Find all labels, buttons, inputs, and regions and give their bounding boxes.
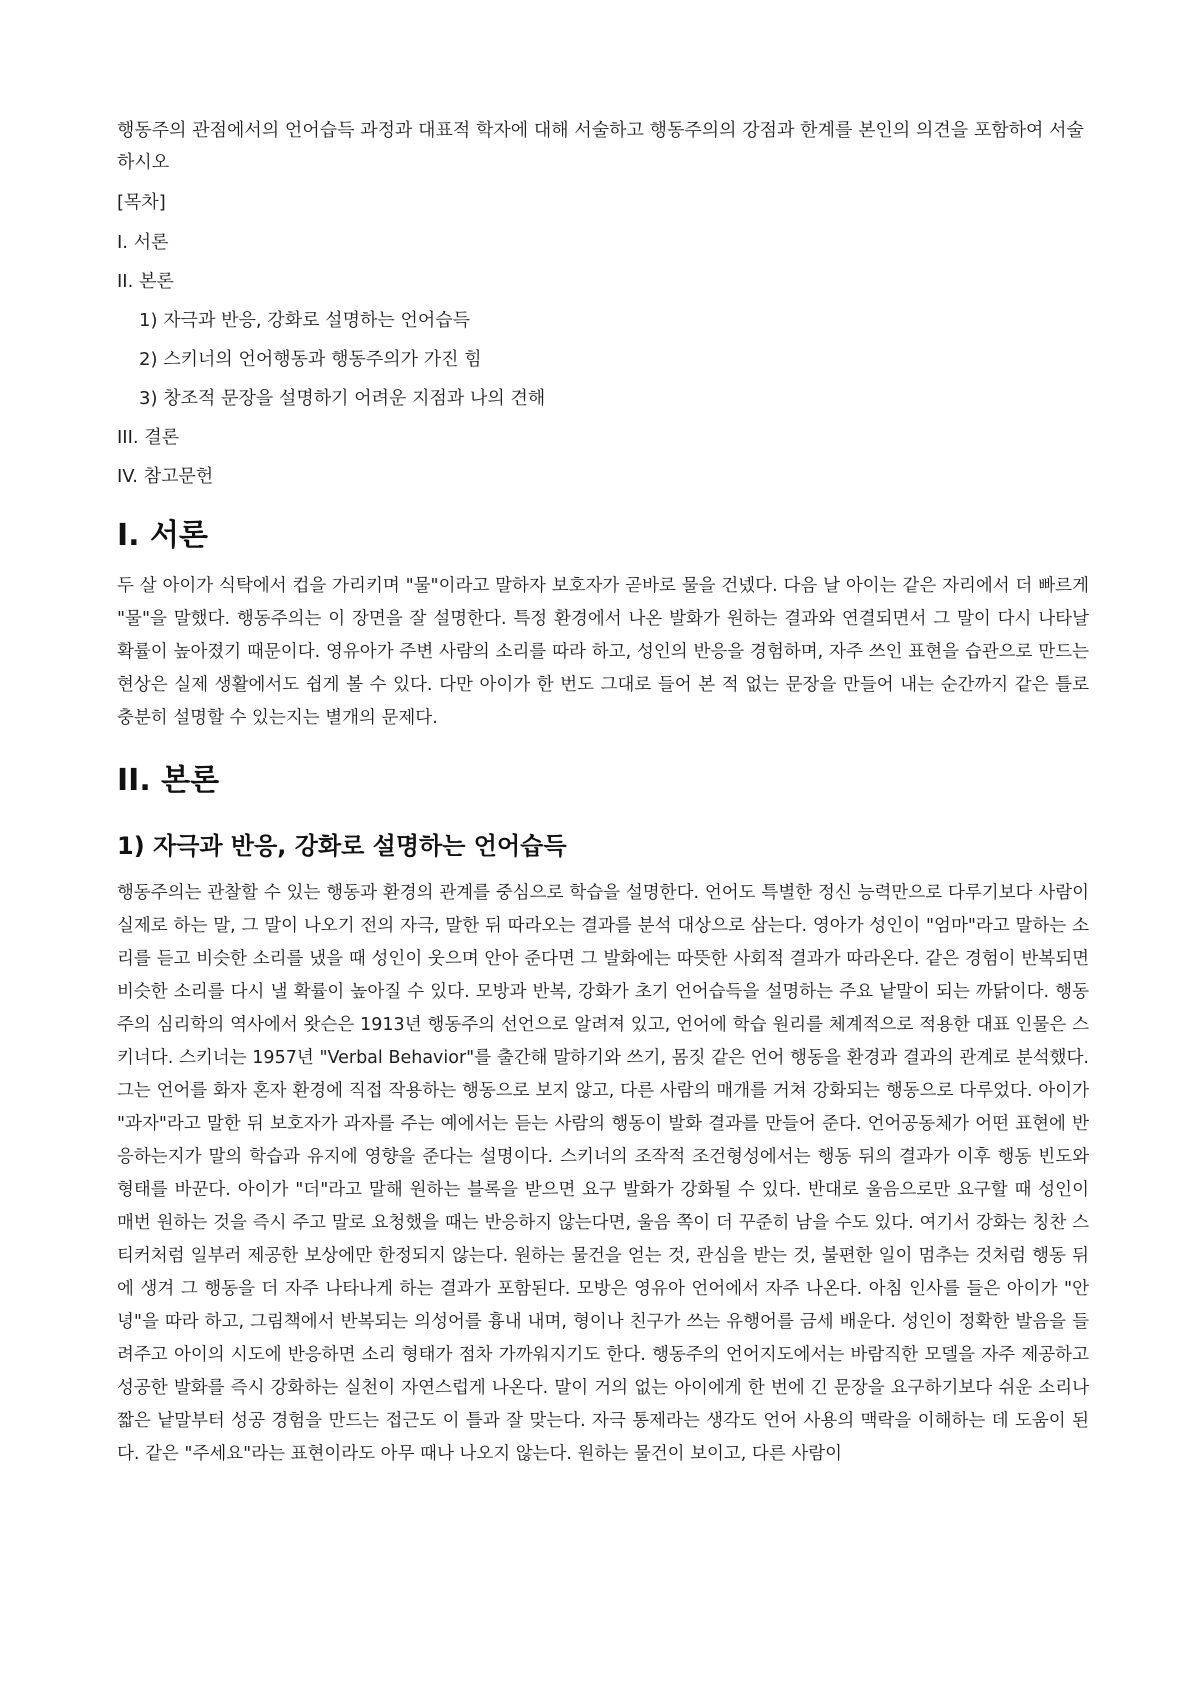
assignment-question: 행동주의 관점에서의 언어습득 과정과 대표적 학자에 대해 서술하고 행동주의의 강점과 한계를 본인의 의견을 포함하여 서술하시오 xyxy=(117,120,1084,173)
table-of-contents xyxy=(117,190,1089,490)
toc-heading: [목차] xyxy=(117,192,166,213)
body-heading: II. 본론 xyxy=(117,763,220,798)
toc-item-body: II. 본론 xyxy=(117,271,174,292)
document-page xyxy=(117,115,1089,1471)
section-1-paragraph: 행동주의는 관찰할 수 있는 행동과 환경의 관계를 중심으로 학습을 설명한다. 언어도 특별한 정신 능력만으로 다루기보다 사람이 실제로 하는 말, 그 말이 나오기 전의 자극, 말한 뒤 따라오는 결과를 분석 대상으로 삼는다. 영아가 성인이 "엄마"라고 말하는 소리를 듣고 비슷한 소리를 냈을 때 성인이 웃으며 안아 준다면 그 발화에는 따뜻한 사회적 결과가 따라온다. 같은 경험이 반복되면 비슷한 소리를 다시 낼 확률이 높아질 수 있다. 모방과 반복, 강화가 초기 언어습득을 설명하는 주요 낱말이 되는 까닭이다. 행동주의 심리학의 역사에서 왓슨은 1913년 행동주의 선언으로 알려져 있고, 언어에 학습 원리를 체계적으로 적용한 대표 인물은 스키너다. 스키너는 1957년 "Verbal Behavior"를 출간해 말하기와 쓰기, 몸짓 같은 언어 행동을 환경과 결과의 관계로 분석했다. 그는 언어를 화자 혼자 환경에 직접 작용하는 행동으로 보지 않고, 다른 사람의 매개를 거쳐 강화되는 행동으로 다루었다. 아이가 "과자"라고 말한 뒤 보호자가 과자를 주는 예에서는 듣는 사람의 행동이 발화 결과를 만들어 준다. 언어공동체가 어떤 표현에 반응하는지가 말의 학습과 유지에 영향을 준다는 설명이다. 스키너의 조작적 조건형성에서는 행동 뒤의 결과가 이후 행동 빈도와 형태를 바꾼다. 아이가 "더"라고 말해 원하는 블록을 받으면 요구 발화가 강화될 수 있다. 반대로 울음으로만 요구할 때 성인이 매번 원하는 것을 즉시 주고 말로 요청했을 때는 반응하지 않는다면, 울음 쪽이 더 꾸준히 남을 수도 있다. 여기서 강화는 칭찬 스티커처럼 일부러 제공한 보상에만 한정되지 않는다. 원하는 물건을 얻는 것, 관심을 받는 것, 불편한 일이 멈추는 것처럼 행동 뒤에 생겨 그 행동을 더 자주 나타나게 하는 결과가 포함된다. 모방은 영유아 언어에서 자주 나온다. 아침 인사를 들은 아이가 "안녕"을 따라 하고, 그림책에서 반복되는 의성어를 흉내 내며, 형이나 친구가 쓰는 유행어를 금세 배운다. 성인이 정확한 발음을 들려주고 아이의 시도에 반응하면 소리 형태가 점차 가까워지기도 한다. 행동주의 언어지도에서는 바람직한 모델을 자주 제공하고 성공한 발화를 즉시 강화하는 실천이 자연스럽게 나온다. 말이 거의 없는 아이에게 한 번에 긴 문장을 요구하기보다 쉬운 소리나 짧은 낱말부터 성공 경험을 만드는 접근도 이 틀과 잘 맞는다. 자극 통제라는 생각도 언어 사용의 맥락을 이해하는 데 도움이 된다. 같은 "주세요"라는 표현이라도 아무 때나 나오지 않는다. 원하는 물건이 보이고, 다른 사람이 xyxy=(117,883,1089,1464)
toc-subitem-1: 1) 자극과 반응, 강화로 설명하는 언어습득 xyxy=(139,310,471,331)
toc-subitem-2: 2) 스키너의 언어행동과 행동주의가 가진 힘 xyxy=(139,349,482,370)
section-1-heading: 1) 자극과 반응, 강화로 설명하는 언어습득 xyxy=(117,832,567,860)
toc-item-intro: I. 서론 xyxy=(117,232,169,253)
toc-item-references: IV. 참고문헌 xyxy=(117,466,214,487)
intro-heading: I. 서론 xyxy=(117,518,208,553)
toc-item-conclusion: III. 결론 xyxy=(117,427,180,448)
intro-paragraph: 두 살 아이가 식탁에서 컵을 가리키며 "물"이라고 말하자 보호자가 곧바로 물을 건넸다. 다음 날 아이는 같은 자리에서 더 빠르게 "물"을 말했다. 행동주의는 이 장면을 잘 설명한다. 특정 환경에서 나온 발화가 원하는 결과와 연결되면서 그 말이 다시 나타날 확률이 높아졌기 때문이다. 영유아가 주변 사람의 소리를 따라 하고, 성인의 반응을 경험하며, 자주 쓰인 표현을 습관으로 만드는 현상은 실제 생활에서도 쉽게 볼 수 있다. 다만 아이가 한 번도 그대로 들어 본 적 없는 문장을 만들어 내는 순간까지 같은 틀로 충분히 설명할 수 있는지는 별개의 문제다. xyxy=(117,576,1089,728)
toc-subitem-3: 3) 창조적 문장을 설명하기 어려운 지점과 나의 견해 xyxy=(139,388,546,409)
